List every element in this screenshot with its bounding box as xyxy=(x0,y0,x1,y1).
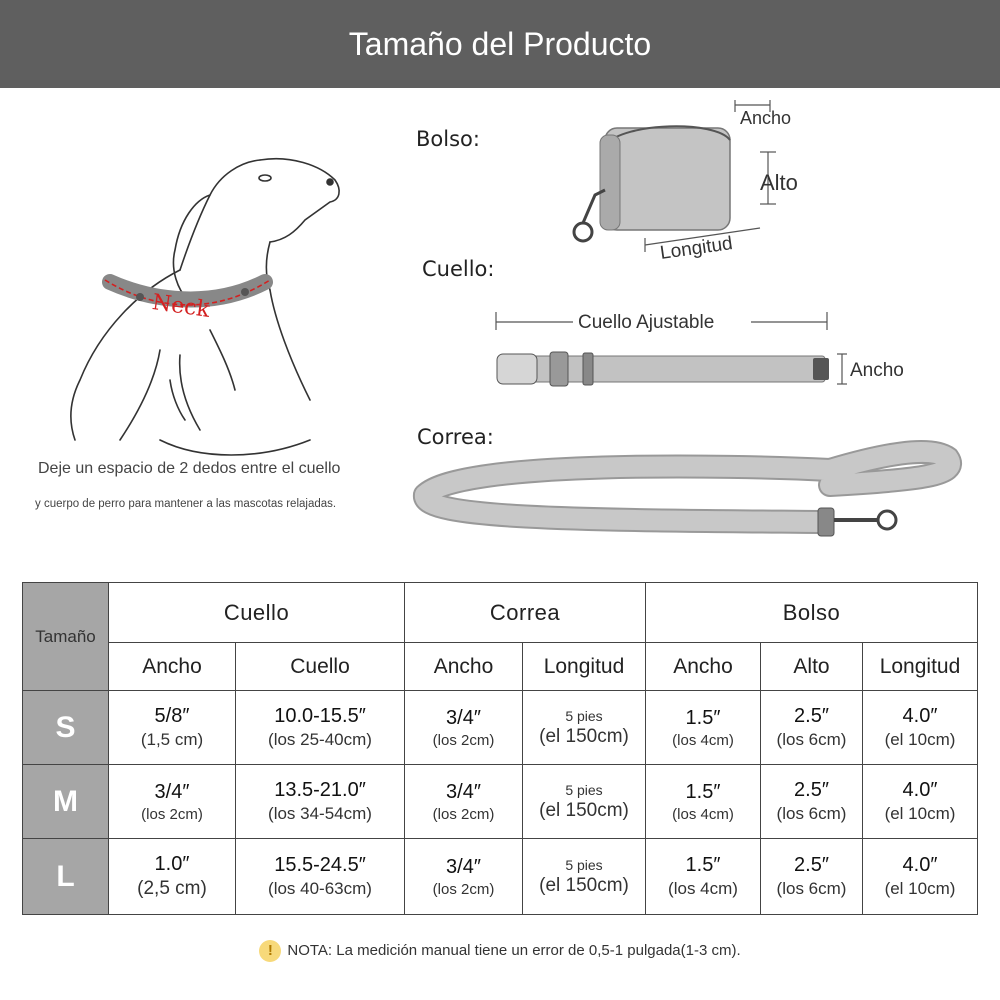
bag-width-label: Ancho xyxy=(740,108,792,128)
note xyxy=(0,940,1000,962)
collar-adjustable-label: Cuello Ajustable xyxy=(578,312,715,333)
table-cell: 2.5″ (los 6cm) xyxy=(761,691,863,765)
size-cell: L xyxy=(23,839,109,915)
leash-image xyxy=(400,440,965,560)
table-row-s xyxy=(23,691,978,765)
table-cell: 5/8″ (1,5 cm) xyxy=(109,691,236,765)
table-cell: 3/4″ (los 2cm) xyxy=(405,765,523,839)
neck-label: Neck xyxy=(150,290,212,323)
table-row-l xyxy=(23,839,978,915)
table-cell: 13.5-21.0″ (los 34-54cm) xyxy=(236,765,405,839)
subheader-leash-length: Longitud xyxy=(523,643,646,691)
table-cell: 5 pies (el 150cm) xyxy=(523,839,646,915)
bag-height-label: Alto xyxy=(760,170,798,195)
group-collar-header: Cuello xyxy=(109,583,405,643)
exclamation-icon: ! xyxy=(259,940,281,962)
table-cell: 3/4″ (los 2cm) xyxy=(405,839,523,915)
table-cell: 1.5″ (los 4cm) xyxy=(646,691,761,765)
table-cell: 3/4″ (los 2cm) xyxy=(109,765,236,839)
subheader-bag-length: Longitud xyxy=(863,643,978,691)
collar-width-label: Ancho xyxy=(850,360,904,381)
collar-image xyxy=(495,350,850,390)
table-row-m xyxy=(23,765,978,839)
table-cell: 10.0-15.5″ (los 25-40cm) xyxy=(236,691,405,765)
header-bar xyxy=(0,0,1000,88)
subheader-bag-height: Alto xyxy=(761,643,863,691)
table-cell: 4.0″ (el 10cm) xyxy=(863,765,978,839)
table-cell: 5 pies (el 150cm) xyxy=(523,765,646,839)
size-cell: S xyxy=(23,691,109,765)
table-cell: 2.5″ (los 6cm) xyxy=(761,765,863,839)
subheader-bag-width: Ancho xyxy=(646,643,761,691)
caption-line2: y cuerpo de perro para mantener a las mascotas relajadas. xyxy=(35,498,337,510)
note-text: NOTA: La medición manual tiene un error de 0,5-1 pulgada(1-3 cm). xyxy=(287,941,741,959)
bag-length-label: Longitud xyxy=(658,233,734,264)
subheader-collar-width: Ancho xyxy=(109,643,236,691)
bag-label: Bolso: xyxy=(416,127,480,151)
group-bag-header: Bolso xyxy=(646,583,978,643)
size-header: Tamaño xyxy=(23,583,109,691)
size-table xyxy=(22,582,978,915)
leash-label: Correa: xyxy=(417,425,494,449)
table-cell: 1.5″ (los 4cm) xyxy=(646,839,761,915)
group-leash-header: Correa xyxy=(405,583,646,643)
table-cell: 5 pies (el 150cm) xyxy=(523,691,646,765)
page-title: Tamaño del Producto xyxy=(348,26,652,62)
subheader-leash-width: Ancho xyxy=(405,643,523,691)
size-cell: M xyxy=(23,765,109,839)
caption-line1: Deje un espacio de 2 dedos entre el cuello xyxy=(38,460,341,477)
subheader-collar-neck: Cuello xyxy=(236,643,405,691)
table-cell: 2.5″ (los 6cm) xyxy=(761,839,863,915)
table-cell: 15.5-24.5″ (los 40-63cm) xyxy=(236,839,405,915)
table-cell: 4.0″ (el 10cm) xyxy=(863,691,978,765)
table-cell: 3/4″ (los 2cm) xyxy=(405,691,523,765)
table-cell: 1.5″ (los 4cm) xyxy=(646,765,761,839)
table-cell: 4.0″ (el 10cm) xyxy=(863,839,978,915)
table-cell: 1.0″ (2,5 cm) xyxy=(109,839,236,915)
collar-label: Cuello: xyxy=(422,257,495,281)
